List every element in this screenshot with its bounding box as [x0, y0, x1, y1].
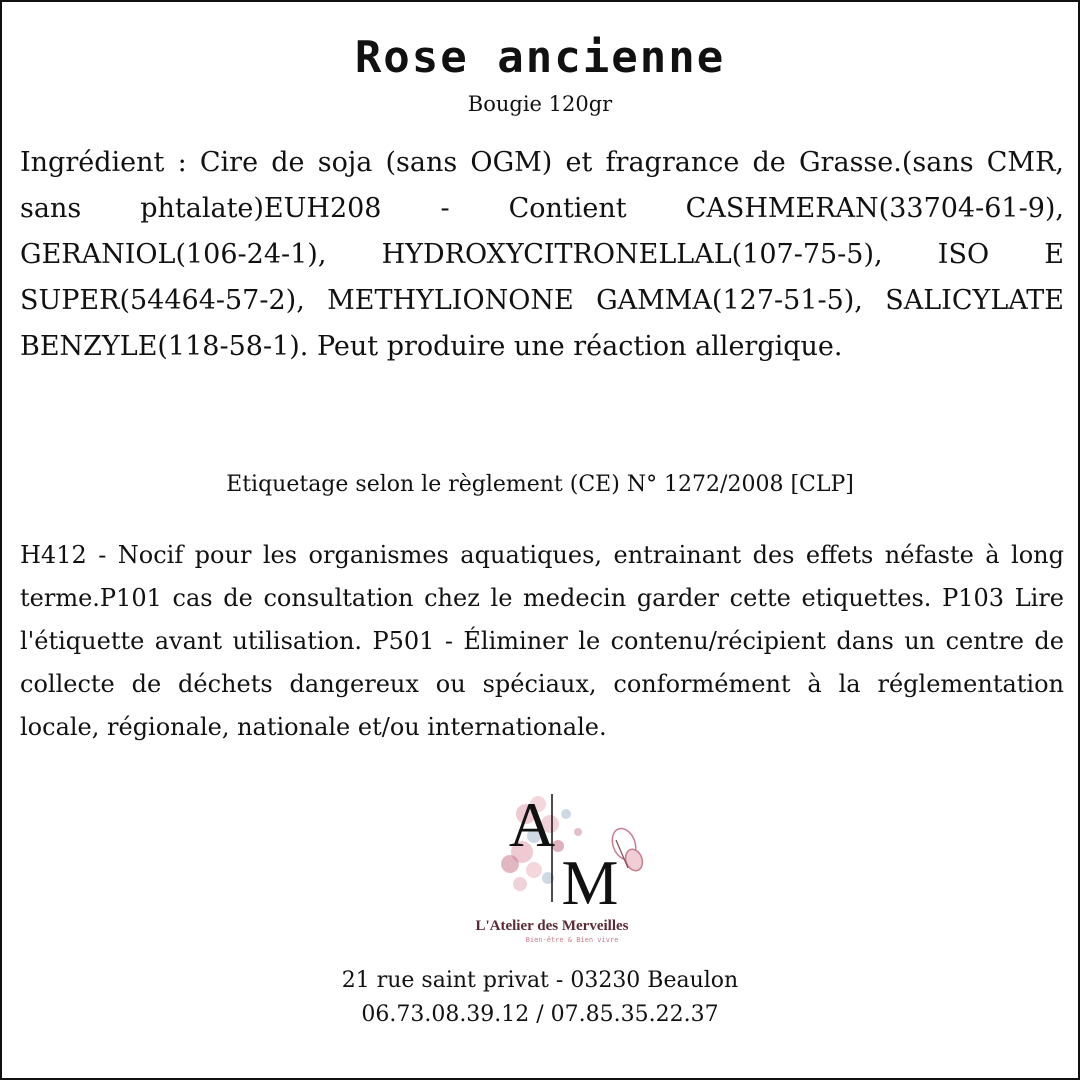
logo-brand-name: L'Atelier des Merveilles — [475, 918, 629, 934]
product-name: Rose ancienne — [354, 32, 726, 83]
contact-address: 21 rue saint privat - 03230 Beaulon — [341, 968, 739, 993]
logo-graphic — [438, 774, 666, 954]
logo-tagline: Bien-être & Bien vivre — [525, 936, 619, 944]
logo-letter-a: A — [508, 789, 556, 860]
regulation-text: Etiquetage selon le règlement (CE) N° 1272/2008 [CLP] — [226, 472, 854, 497]
contact-phones: 06.73.08.39.12 / 07.85.35.22.37 — [361, 1002, 719, 1027]
logo-letter-m: M — [561, 847, 619, 918]
brand-logo — [438, 774, 666, 954]
hazard-statements: H412 - Nocif pour les organismes aquatiques, entrainant des effets néfaste à long terme.P101 cas de consultation chez le medecin garder cette etiquettes. P103 Lire l'étiquette avant utilisation. P501 - Éliminer le contenu/récipient dans un centre de collecte de déchets dangereux ou spéciaux, conformément à la réglementation locale, régionale, nationale et/ou internationale. — [20, 541, 1064, 741]
ingredients-text: Ingrédient : Cire de soja (sans OGM) et fragrance de Grasse.(sans CMR, sans phtalate)EUH208 - Contient CASHMERAN(33704-61-9), GERANIOL(106-24-1), HYDROXYCITRONELLAL(107-75-5), ISO E SUPER(54464-57-2), METHYLIONONE GAMMA(127-51-5), SALICYLATE BENZYLE(118-58-1). Peut produire une réaction allergique. — [20, 147, 1064, 362]
product-subtitle: Bougie 120gr — [467, 92, 613, 116]
